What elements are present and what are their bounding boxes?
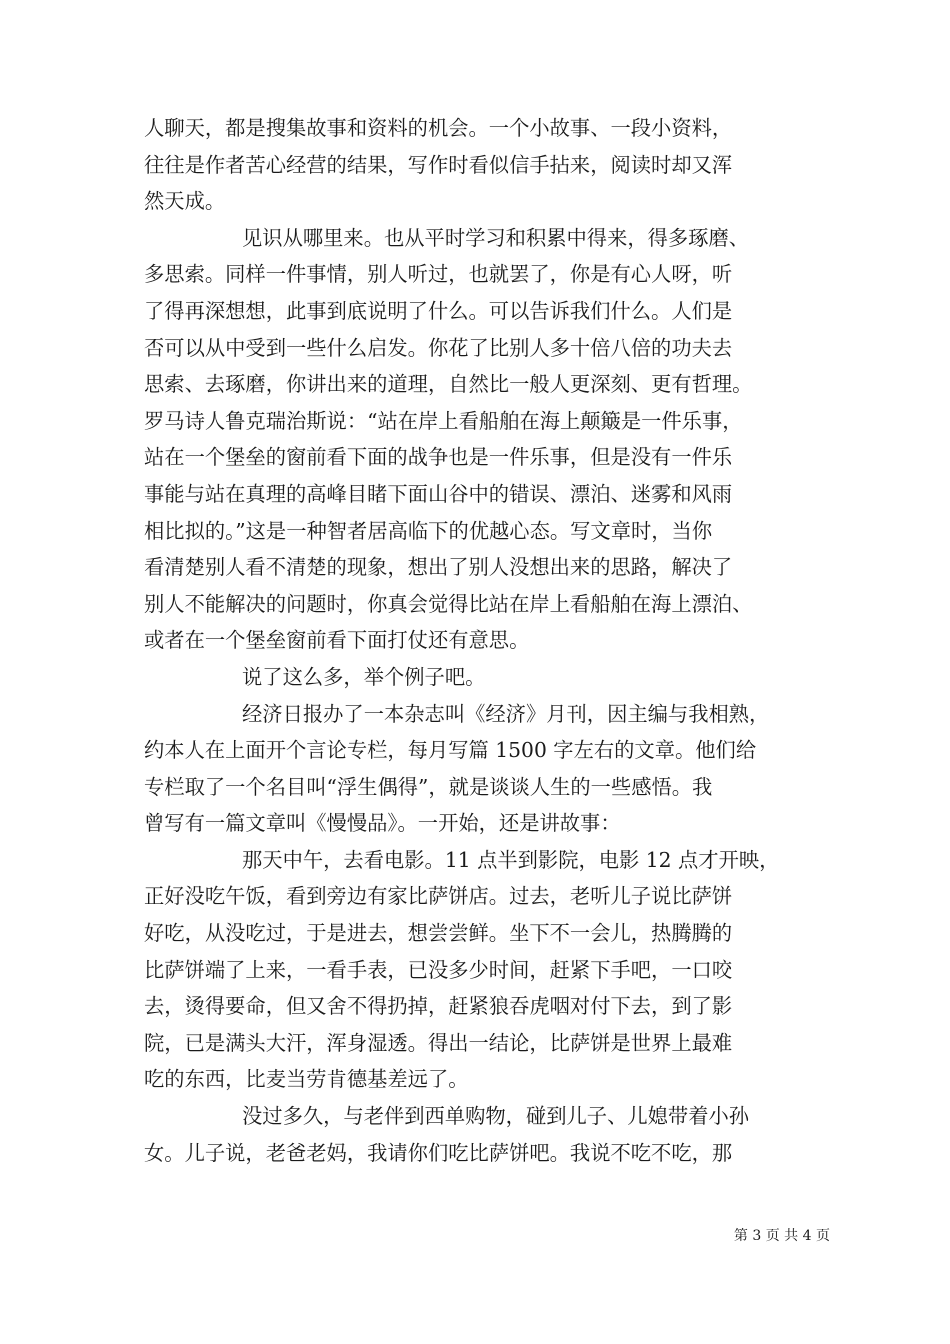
text-line: 了得再深想想，此事到底说明了什么。可以告诉我们什么。人们是 [144,298,733,323]
text-line: 否可以从中受到一些什么启发。你花了比别人多十倍八倍的功夫去 [144,335,733,360]
text-line: 站在一个堡垒的窗前看下面的战争也是一件乐事，但是没有一件乐 [144,445,733,470]
text-line: 那天中午，去看电影。11 点半到影院，电影 12 点才开映， [242,847,780,872]
paragraph-1 [144,110,830,220]
text-line: 往往是作者苦心经营的结果，写作时看似信手拈来，阅读时却又浑 [144,152,733,177]
text-line: 相比拟的。”这是一种智者居高临下的优越心态。写文章时，当你 [144,518,713,543]
paragraph-4 [144,696,830,842]
paragraph-2 [144,220,830,659]
paragraph-5 [144,842,830,1098]
text-line: 见识从哪里来。也从平时学习和积累中得来，得多琢磨、 [242,225,750,250]
text-line: 经济日报办了一本杂志叫《经济》月刊，因主编与我相熟， [242,701,770,726]
text-line: 没过多久，与老伴到西单购物，碰到儿子、儿媳带着小孙 [242,1104,750,1129]
text-line: 多思索。同样一件事情，别人听过，也就罢了，你是有心人呀，听 [144,262,733,287]
text-line: 专栏取了一个名目叫“浮生偶得”，就是谈谈人生的一些感悟。我 [144,774,713,799]
text-line: 正好没吃午饭，看到旁边有家比萨饼店。过去，老听儿子说比萨饼 [144,884,733,909]
text-line: 说了这么多，举个例子吧。 [242,664,486,689]
text-line: 女。儿子说，老爸老妈，我请你们吃比萨饼吧。我说不吃不吃，那 [144,1140,733,1165]
text-line: 吃的东西，比麦当劳肯德基差远了。 [144,1067,469,1092]
text-line: 院，已是满头大汗，浑身湿透。得出一结论，比萨饼是世界上最难 [144,1030,733,1055]
text-line: 去，烫得要命，但又舍不得扔掉，赶紧狼吞虎咽对付下去，到了影 [144,994,733,1019]
text-line: 或者在一个堡垒窗前看下面打仗还有意思。 [144,628,530,653]
paragraph-6 [144,1098,830,1171]
text-line: 看清楚别人看不清楚的现象，想出了别人没想出来的思路，解决了 [144,555,733,580]
text-line: 然天成。 [144,189,226,214]
text-line: 别人不能解决的问题时，你真会觉得比站在岸上看船舶在海上漂泊、 [144,591,753,616]
text-line: 人聊天，都是搜集故事和资料的机会。一个小故事、一段小资料， [144,116,733,140]
text-line: 罗马诗人鲁克瑞治斯说：“站在岸上看船舶在海上颠簸是一件乐事， [144,408,743,433]
text-line: 事能与站在真理的高峰目睹下面山谷中的错误、漂泊、迷雾和风雨 [144,481,733,506]
page-number: 第 3 页 共 4 页 [733,1228,830,1244]
text-line: 思索、去琢磨，你讲出来的道理，自然比一般人更深刻、更有哲理。 [144,372,753,397]
text-line: 曾写有一篇文章叫《慢慢品》。一开始，还是讲故事： [144,811,621,836]
text-line: 比萨饼端了上来，一看手表，已没多少时间，赶紧下手吧，一口咬 [144,957,733,982]
text-line: 约本人在上面开个言论专栏，每月写篇 1500 字左右的文章。他们给 [144,738,757,763]
body-text [144,110,830,1171]
paragraph-3 [144,659,830,696]
text-line: 好吃，从没吃过，于是进去，想尝尝鲜。坐下不一会儿，热腾腾的 [144,921,733,946]
